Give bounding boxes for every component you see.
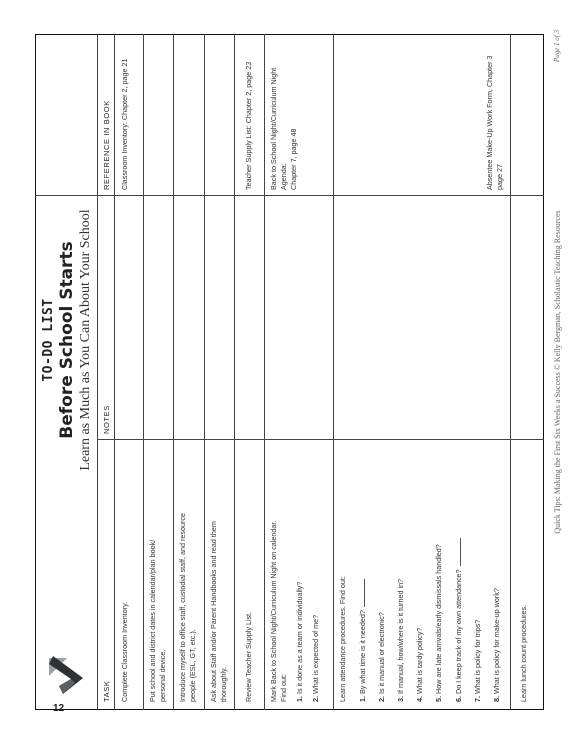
task-cell [178,444,198,702]
sub-question: 7. What is policy for trips? [473,619,482,702]
task-text: Review Teacher Supply List. [244,611,253,702]
task-text: Find out: [279,674,288,702]
row-line [234,34,235,710]
sub-question: 2. Is it manual or electronic? [377,612,386,702]
divider-notes-reference [35,195,544,196]
column-header-reference: REFERENCE IN BOOK [102,100,111,190]
task-text: Learn attendance procedures. Find out: [338,576,347,702]
header-top-line [97,34,98,710]
title-block [41,60,94,620]
row-line [510,34,511,710]
reference-text: Absentee Make-Up Work Form, Chapter 3 page 27 [485,55,504,190]
row-line [264,34,265,710]
reference-cell [485,40,505,190]
task-text: Ask about Staff and/or Parent Handbooks and read them [209,521,218,702]
task-cell [519,444,529,702]
task-cell [244,444,254,702]
sub-question: 8. What is policy for make-up work? [492,588,501,702]
sub-question: 5. How are late arrivals/early dismissals handled? [434,544,443,702]
page-subtitle: Learn as Much as You Can About Your School [78,209,93,471]
sub-question: 4. What is tardy policy? [415,627,424,702]
sub-question: 1. Is it done as a team or individually? [295,581,304,702]
reference-cell [120,40,130,190]
todo-table-landscape [35,30,562,710]
task-cell [338,444,502,702]
reference-text: Back to School Night/Curriculum Night Agenda: [269,67,288,190]
column-header-notes: NOTES [102,405,111,434]
todo-label: TO-DO LIST [41,298,56,382]
row-line [333,34,334,710]
task-text: Complete Classroom Inventory. [120,601,129,702]
sub-question: 2. What is expected of me? [311,614,320,702]
reference-cell [244,40,254,190]
sub-question: 6. Do I keep track of my own attendance? [453,444,464,702]
sub-question: 3. If manual, how/where is it turned in? [396,578,405,702]
reference-text: Chapter 7, page 48 [289,128,298,190]
reference-cell [269,40,299,190]
footer-credit: Quick Tips: Making the First Six Weeks a Success © Kelly Bergman, Scholastic Teaching Resources [553,210,562,534]
task-text: personal device. [158,649,167,702]
header-bottom-line [114,34,115,710]
reference-text: Classroom Inventory: Chapter 2, page 21 [120,58,129,190]
page-of-label: Page 1 of 3 [553,30,561,63]
task-cell [120,444,130,702]
task-cell [148,444,168,702]
task-text: thoroughly. [219,666,228,702]
task-text: Learn lunch count procedures. [519,604,528,702]
task-text: Mark Back to School Night/Curriculum Night on calendar. [269,520,278,702]
task-cell [209,444,229,702]
page-number: 12 [53,703,65,714]
task-text: Put school and district dates in calendar/plan book/ [148,539,157,702]
task-text: people (ESL, GT, etc.). [188,629,197,702]
row-line [173,34,174,710]
sub-question: 1. By what time is it needed? [357,444,368,702]
divider-task-notes [97,439,544,440]
page-title: Before School Starts [57,241,77,439]
reference-text: Teacher Supply List: Chapter 2, page 23 [244,61,253,190]
task-cell [269,444,321,702]
row-line [204,34,205,710]
checkmark-logo-icon [41,652,87,700]
task-text: Introduce myself to office staff, custodial staff, and resource [178,513,187,702]
column-header-task: TASK [102,680,111,702]
row-line [143,34,144,710]
